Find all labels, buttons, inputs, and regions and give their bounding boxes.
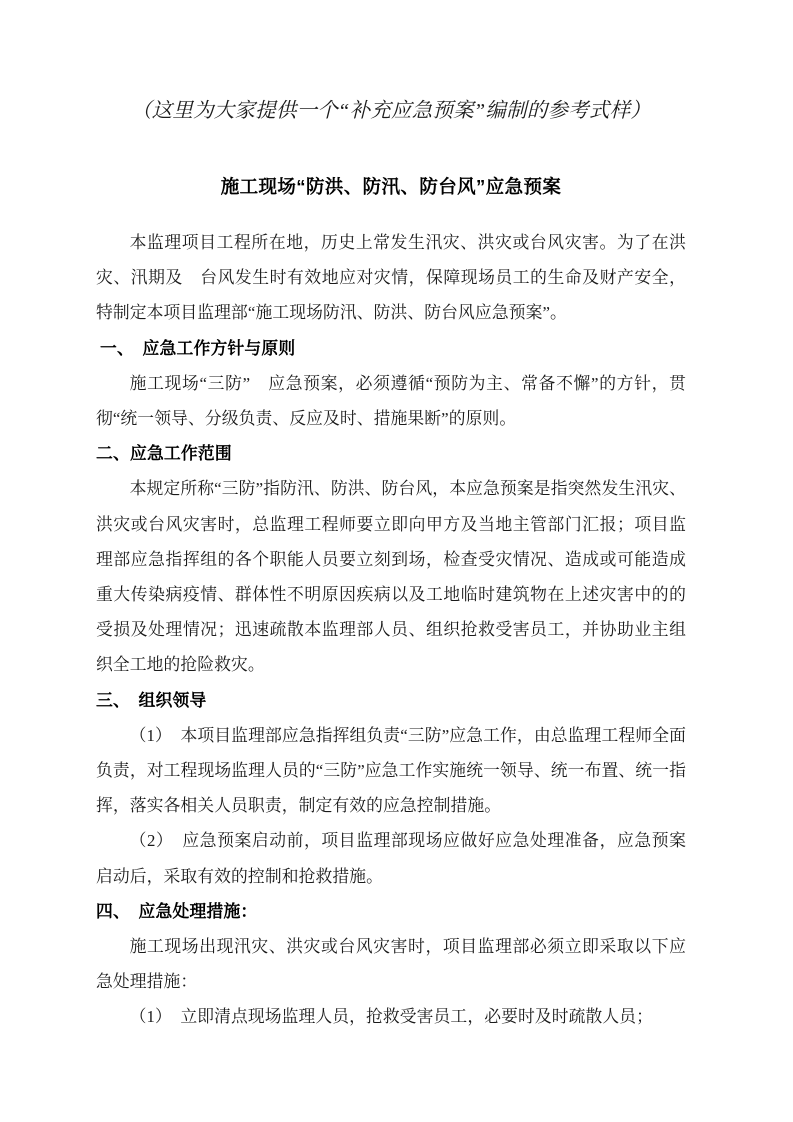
section-4-paragraph-2: （1） 立即清点现场监理人员，抢救受害员工，必要时及时疏散人员；: [129, 1007, 654, 1027]
page-title: 施工现场“防洪、防汛、防台风”应急预案: [220, 176, 562, 197]
section-heading-4: 四、 应急处理措施：: [96, 901, 258, 921]
section-1-paragraph-1: 施工现场“三防” 应急预案，必须遵循“预防为主、常备不懈”的方针，贯彻“统一领导、分级负责、反应及时、措施果断”的原则。: [96, 373, 686, 429]
section-heading-1: 一、 应急工作方针与原则: [100, 338, 296, 358]
section-heading-3: 三、 组织领导: [96, 690, 207, 710]
section-3-paragraph-2: （2） 应急预案启动前，项目监理部现场应做好应急处理准备，应急预案启动后，采取有效的控制和抢救措施。: [96, 831, 686, 886]
intro-paragraph: 本监理项目工程所在地，历史上常发生汛灾、洪灾或台风灾害。为了在洪灾、汛期及 台风发生时有效地应对灾情，保障现场员工的生命及财产安全，特制定本项目监理部“施工现场防汛、防洪、防台风应急预案”。: [96, 233, 686, 323]
section-3-paragraph-1: （1） 本项目监理部应急指挥组负责“三防”应急工作，由总监理工程师全面负责，对工程现场监理人员的“三防”应急工作实施统一领导、统一布置、统一指挥，落实各相关人员职责，制定有效的应急控制措施。: [96, 725, 686, 816]
section-2-paragraph-1: 本规定所称“三防”指防汛、防洪、防台风，本应急预案是指突然发生汛灾、洪灾或台风灾害时，总监理工程师要立即向甲方及当地主管部门汇报；项目监理部应急指挥组的各个职能人员要立刻到场，检查受灾情况、造成或可能造成重大传染病疫情、群体性不明原因疾病以及工地临时建筑物在上述灾害中的的受损及处理情况；迅速疏散本监理部人员、组织抢救受害员工，并协助业主组织全工地的抢险救灾。: [96, 479, 686, 675]
section-4-paragraph-1: 施工现场出现汛灾、洪灾或台风灾害时，项目监理部必须立即采取以下应急处理措施：: [96, 937, 686, 992]
section-heading-2: 二、应急工作范围: [96, 444, 232, 464]
document-content: [96, 0, 686, 1035]
preface-note: （这里为大家提供一个“补充应急预案”编制的参考式样）: [130, 100, 651, 122]
